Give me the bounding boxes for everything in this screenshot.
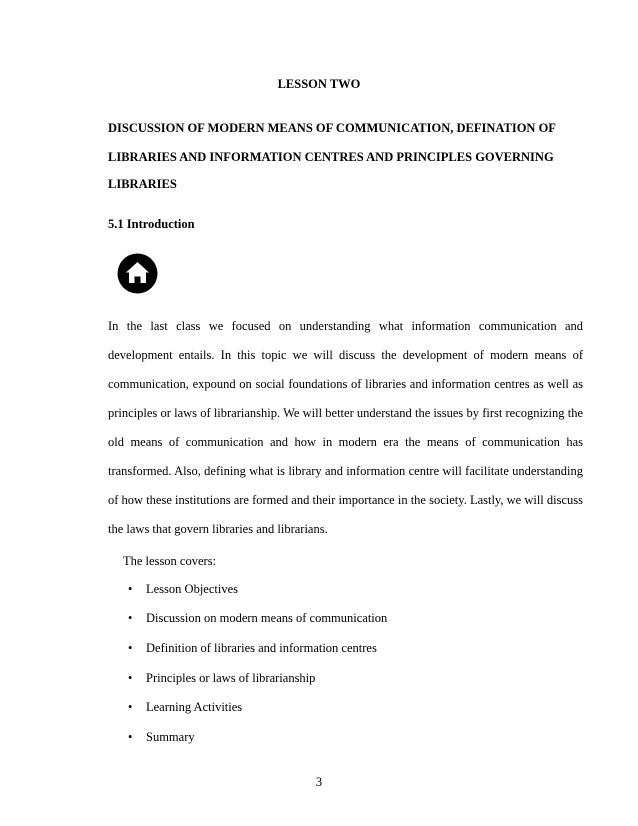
bullet-icon: • — [128, 671, 133, 685]
paragraph-line: communication, expound on social foundations of libraries and information centres as well as — [108, 377, 583, 391]
covers-intro: The lesson covers: — [123, 554, 217, 568]
home-icon — [117, 253, 158, 294]
paragraph-line: old means of communication and how in modern era the means of communication has — [108, 435, 583, 449]
bullet-icon: • — [128, 582, 133, 596]
list-item — [128, 611, 387, 626]
heading-line: LIBRARIES AND INFORMATION CENTRES AND PRINCIPLES GOVERNING — [108, 150, 554, 164]
bullet-icon: • — [128, 730, 133, 744]
list-item-label: Learning Activities — [146, 700, 243, 714]
paragraph-line: development entails. In this topic we will discuss the development of modern means of — [108, 348, 583, 362]
bullet-icon: • — [128, 611, 133, 625]
paragraph-line: transformed. Also, defining what is library and information centre will facilitate understanding — [108, 464, 583, 478]
list-item-label: Principles or laws of librarianship — [146, 671, 316, 685]
list-item — [128, 671, 315, 686]
list-item — [128, 730, 195, 745]
list-item-label: Lesson Objectives — [146, 582, 238, 596]
heading-line: LIBRARIES — [108, 177, 177, 191]
list-item-label: Discussion on modern means of communication — [146, 611, 388, 625]
page-number: 3 — [315, 775, 323, 789]
list-item-label: Summary — [146, 730, 195, 744]
paragraph-line: the laws that govern libraries and librarians. — [108, 522, 328, 536]
bullet-icon: • — [128, 641, 133, 655]
list-item-label: Definition of libraries and information centres — [146, 641, 377, 655]
paragraph-line: In the last class we focused on understanding what information communication and — [108, 319, 583, 333]
bullet-icon: • — [128, 700, 133, 714]
section-heading: 5.1 Introduction — [108, 217, 195, 231]
paragraph-line: principles or laws of librarianship. We will better understand the issues by first recognizing the — [108, 406, 583, 420]
list-item — [128, 700, 242, 715]
paragraph-line: of how these institutions are formed and their importance in the society. Lastly, we will discuss — [108, 493, 584, 507]
list-item — [128, 582, 238, 597]
list-item — [128, 641, 377, 656]
heading-line: DISCUSSION OF MODERN MEANS OF COMMUNICATION, DEFINATION OF — [108, 121, 556, 135]
lesson-title: LESSON TWO — [277, 77, 361, 91]
